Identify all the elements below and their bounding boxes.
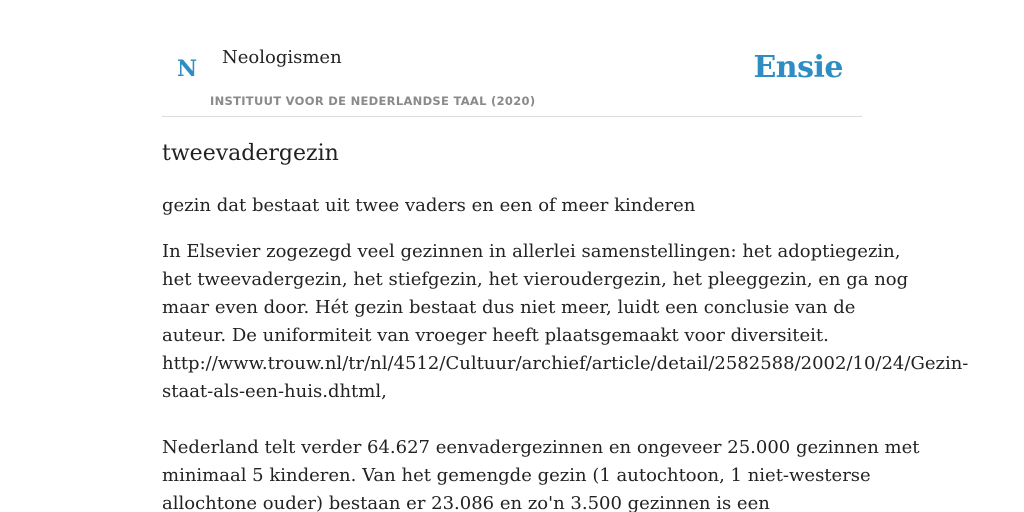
entry-content	[162, 138, 969, 512]
entry-term: tweevadergezin	[162, 141, 339, 166]
dictionary-header	[162, 0, 862, 117]
dictionary-source: INSTITUUT VOOR DE NEDERLANDSE TAAL (2020)	[210, 94, 536, 108]
entry-example-2: Nederland telt verder 64.627 eenvadergezinnen en ongeveer 25.000 gezinnen met minimaal 5 kinderen. Van het gemengde gezin (1 autochtoon, 1 niet-westerse allochtone ouder) bestaan er 23.086 en zo'n 3.500 gezinnen is een	[162, 437, 920, 512]
entry-example-1: In Elsevier zogezegd veel gezinnen in allerlei samenstellingen: het adoptiegezin, het tweevadergezin, het stiefgezin, het vieroudergezin, het pleeggezin, en ga nog maar even door. Hét gezin bestaat dus niet meer, luidt een conclusie van de auteur. De uniformiteit van vroeger heeft plaatsgemaakt voor diversiteit. http://www.trouw.nl/tr/nl/4512/Cultuur/archief/article/detail/2582588/2002/10/24/Gezin- staat-als-een-huis.dhtml,	[162, 241, 969, 402]
ensie-logo[interactable]: Ensie	[753, 50, 843, 85]
entry-definition: gezin dat bestaat uit twee vaders en een of meer kinderen	[162, 195, 696, 216]
dictionary-name-link[interactable]: Neologismen	[222, 47, 342, 68]
dictionary-logo-icon: N	[177, 56, 198, 82]
